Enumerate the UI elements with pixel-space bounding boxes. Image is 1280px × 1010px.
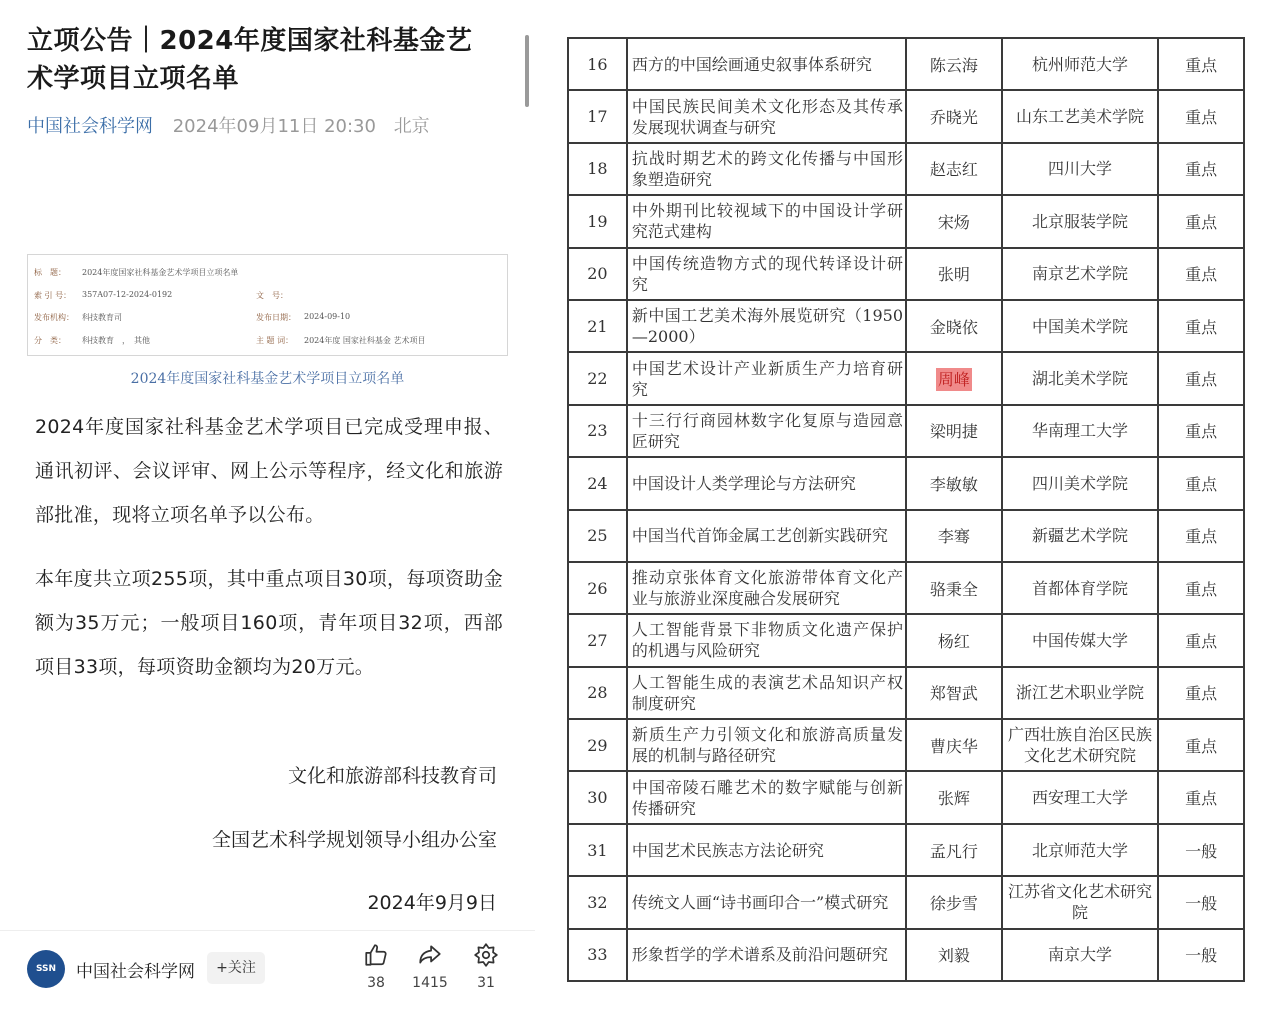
table-row [568,195,1244,247]
row-number: 18 [568,143,627,195]
institution: 北京服装学院 [1002,195,1159,247]
institution: 中国美术学院 [1002,300,1159,352]
footer-divider [0,930,535,931]
row-number: 31 [568,824,627,876]
article-title: 立项公告｜2024年度国家社科基金艺术学项目立项名单 [27,26,473,94]
info-category-label: 分 类： [34,336,66,345]
principal-name: 宋炀 [906,195,1002,247]
row-number: 32 [568,876,627,928]
row-number: 19 [568,195,627,247]
table-row [568,929,1244,981]
row-number: 25 [568,510,627,562]
table-row [568,248,1244,300]
row-number: 23 [568,405,627,457]
principal-name: 徐步雪 [906,876,1002,928]
principal-name: 张辉 [906,771,1002,823]
document-info-box [27,254,508,356]
project-title: 中国帝陵石雕艺术的数字赋能与创新传播研究 [627,771,906,823]
info-date-value: 2024-09-10 [304,312,351,321]
project-table-body [568,38,1244,981]
project-title: 抗战时期艺术的跨文化传播与中国形象塑造研究 [627,143,906,195]
project-type: 重点 [1158,248,1244,300]
project-type: 重点 [1158,771,1244,823]
project-list-panel [540,0,1280,1010]
project-type: 重点 [1158,90,1244,142]
info-date-label: 发布日期： [256,313,296,322]
project-type: 重点 [1158,195,1244,247]
project-title: 传统文人画“诗书画印合一”模式研究 [627,876,906,928]
publish-location: 北京 [393,116,430,137]
principal-name: 郑智武 [906,667,1002,719]
project-title: 中国艺术设计产业新质生产力培育研究 [627,352,906,404]
info-title-label: 标 题： [34,268,66,277]
project-type: 重点 [1158,300,1244,352]
info-index-label: 索 引 号： [34,291,72,300]
project-type: 重点 [1158,405,1244,457]
table-row [568,457,1244,509]
principal-name: 金晓依 [906,300,1002,352]
row-number: 30 [568,771,627,823]
project-type: 重点 [1158,562,1244,614]
article-meta [27,114,430,140]
principal-name: 梁明捷 [906,405,1002,457]
account-avatar[interactable]: SSN [27,950,65,988]
share-button[interactable] [400,942,460,991]
project-title: 十三行行商园林数字化复原与造园意匠研究 [627,405,906,457]
share-arrow-icon [417,942,443,968]
project-table [567,37,1245,982]
account-name[interactable]: 中国社会科学网 [76,962,195,982]
table-row [568,38,1244,90]
highlighted-name: 周峰 [937,370,970,390]
principal-name: 赵志红 [906,143,1002,195]
row-number: 22 [568,352,627,404]
info-publisher-value: 科技教育司 [82,313,122,322]
scrollbar[interactable] [525,35,529,107]
like-count: 38 [367,975,385,991]
info-publisher-label: 发布机构： [34,313,74,322]
institution: 南京艺术学院 [1002,248,1159,300]
project-title: 新质生产力引领文化和旅游高质量发展的机制与路径研究 [627,719,906,771]
info-doc-label: 文 号： [256,291,288,300]
project-type: 重点 [1158,510,1244,562]
info-title-value: 2024年度国家社科基金艺术学项目立项名单 [82,268,239,277]
thumbs-up-icon [363,942,389,968]
row-number: 16 [568,38,627,90]
project-type: 重点 [1158,352,1244,404]
principal-name: 李骞 [906,510,1002,562]
institution: 浙江艺术职业学院 [1002,667,1159,719]
project-type: 重点 [1158,143,1244,195]
project-title: 中外期刊比较视域下的中国设计学研究范式建构 [627,195,906,247]
principal-name: 杨红 [906,614,1002,666]
project-type: 重点 [1158,614,1244,666]
info-topic-value: 2024年度 国家社科基金 艺术项目 [304,336,426,345]
project-type: 重点 [1158,38,1244,90]
project-title: 人工智能背景下非物质文化遗产保护的机遇与风险研究 [627,614,906,666]
like-button[interactable] [346,942,406,991]
principal-name: 骆秉全 [906,562,1002,614]
source-link[interactable]: 中国社会科学网 [27,116,153,137]
project-title: 中国当代首饰金属工艺创新实践研究 [627,510,906,562]
project-type: 重点 [1158,719,1244,771]
signature-office: 全国艺术科学规划领导小组办公室 [211,829,497,851]
project-title: 中国设计人类学理论与方法研究 [627,457,906,509]
table-row [568,90,1244,142]
institution: 湖北美术学院 [1002,352,1159,404]
institution: 山东工艺美术学院 [1002,90,1159,142]
principal-name: 曹庆华 [906,719,1002,771]
project-type: 重点 [1158,457,1244,509]
project-title: 中国艺术民族志方法论研究 [627,824,906,876]
principal-name: 刘毅 [906,929,1002,981]
project-title: 西方的中国绘画通史叙事体系研究 [627,38,906,90]
row-number: 26 [568,562,627,614]
principal-name: 陈云海 [906,38,1002,90]
project-title: 形象哲学的学术谱系及前沿问题研究 [627,929,906,981]
project-type: 一般 [1158,824,1244,876]
signature-date: 2024年9月9日 [367,892,497,914]
institution: 新疆艺术学院 [1002,510,1159,562]
principal-name [906,352,1002,404]
table-row [568,824,1244,876]
row-number: 20 [568,248,627,300]
image-caption: 2024年度国家社科基金艺术学项目立项名单 [130,371,405,387]
share-count: 1415 [412,975,448,991]
project-title: 推动京张体育文化旅游带体育文化产业与旅游业深度融合发展研究 [627,562,906,614]
institution: 江苏省文化艺术研究院 [1002,876,1159,928]
row-number: 21 [568,300,627,352]
institution: 首都体育学院 [1002,562,1159,614]
project-type: 重点 [1158,667,1244,719]
info-category-value: 科技教育 ， 其他 [82,336,150,345]
institution: 四川美术学院 [1002,457,1159,509]
article-panel [0,0,540,1010]
publish-time: 2024年09月11日 20:30 [172,116,376,137]
project-type: 一般 [1158,876,1244,928]
institution: 广西壮族自治区民族文化艺术研究院 [1002,719,1159,771]
principal-name: 孟凡行 [906,824,1002,876]
institution: 华南理工大学 [1002,405,1159,457]
signature-department: 文化和旅游部科技教育司 [287,765,497,787]
info-index-value: 357A07-12-2024-0192 [82,290,173,299]
table-row [568,352,1244,404]
table-row [568,562,1244,614]
table-row [568,614,1244,666]
institution: 南京大学 [1002,929,1159,981]
recommend-button[interactable] [456,942,516,991]
institution: 西安理工大学 [1002,771,1159,823]
info-topic-label: 主 题 词： [256,336,294,345]
institution: 中国传媒大学 [1002,614,1159,666]
row-number: 28 [568,667,627,719]
project-title: 中国传统造物方式的现代转译设计研究 [627,248,906,300]
table-row [568,876,1244,928]
table-row [568,771,1244,823]
recommend-count: 31 [477,975,495,991]
row-number: 29 [568,719,627,771]
row-number: 27 [568,614,627,666]
follow-button[interactable]: +关注 [207,952,265,984]
table-row [568,510,1244,562]
project-title: 人工智能生成的表演艺术品知识产权制度研究 [627,667,906,719]
body-paragraph-1: 2024年度国家社科基金艺术学项目已完成受理申报、通讯初评、会议评审、网上公示等程序，经文化和旅游部批准，现将立项名单予以公布。 [35,416,503,526]
table-row [568,143,1244,195]
table-row [568,719,1244,771]
recommend-icon [473,942,499,968]
principal-name: 乔晓光 [906,90,1002,142]
row-number: 17 [568,90,627,142]
project-title: 新中国工艺美术海外展览研究（1950—2000） [627,300,906,352]
table-row [568,405,1244,457]
row-number: 33 [568,929,627,981]
table-row [568,667,1244,719]
institution: 北京师范大学 [1002,824,1159,876]
project-title: 中国民族民间美术文化形态及其传承发展现状调查与研究 [627,90,906,142]
institution: 四川大学 [1002,143,1159,195]
table-row [568,300,1244,352]
body-paragraph-2: 本年度共立项255项，其中重点项目30项，每项资助金额为35万元；一般项目160项，青年项目32项，西部项目33项，每项资助金额均为20万元。 [35,568,503,678]
row-number: 24 [568,457,627,509]
institution: 杭州师范大学 [1002,38,1159,90]
principal-name: 张明 [906,248,1002,300]
principal-name: 李敏敏 [906,457,1002,509]
project-type: 一般 [1158,929,1244,981]
